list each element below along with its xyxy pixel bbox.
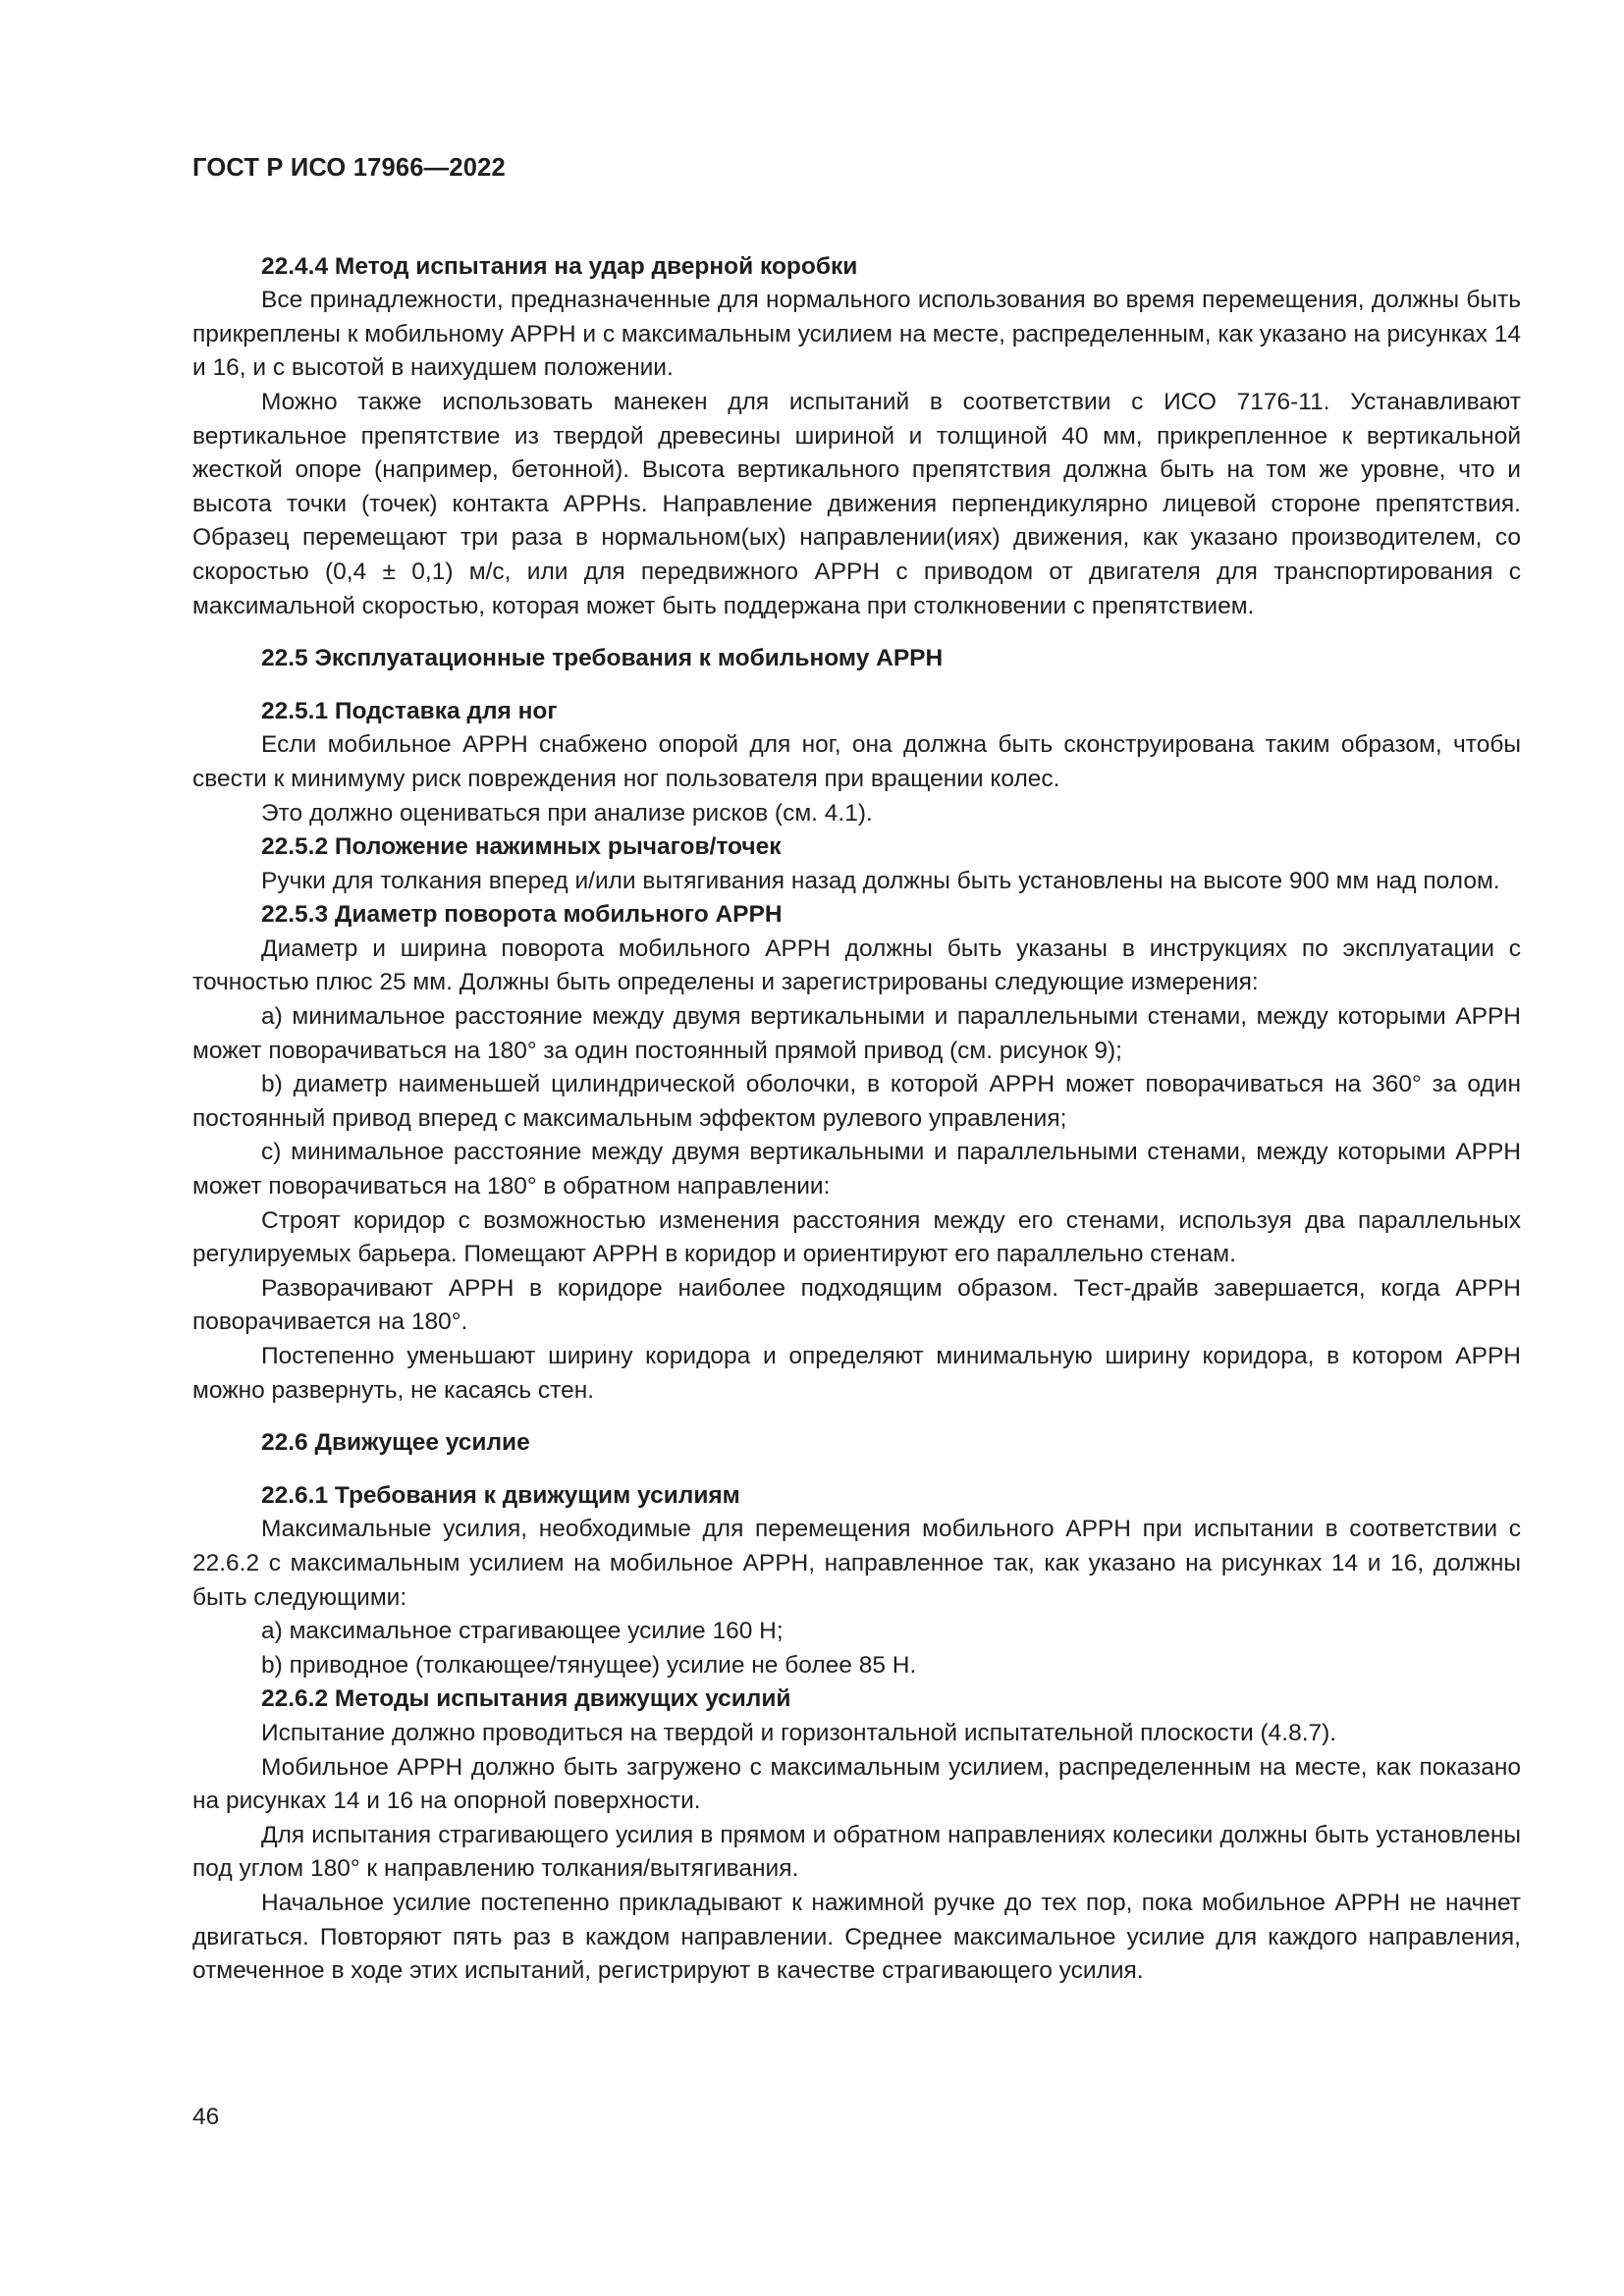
paragraph: Это должно оцениваться при анализе рисков (см. 4.1). <box>261 799 873 827</box>
paragraph: Ручки для толкания вперед и/или вытягивания назад должны быть установлены на высоте 900 мм над полом. <box>261 867 1500 894</box>
list-item: c) минимальное расстояние между двумя вертикальными и параллельными стенами, между которыми АРРН может поворачиваться на 180° в обратном направлении: <box>192 1139 1521 1201</box>
heading-22-5-2: 22.5.2 Положение нажимных рычагов/точек <box>261 833 782 861</box>
heading-22-6-1: 22.6.1 Требования к движущим усилиям <box>261 1481 740 1509</box>
list-item: b) диаметр наименьшей цилиндрической оболочки, в которой АРРН может поворачиваться на 360° за один постоянный привод вперед с максимальным эффектом рулевого управления; <box>192 1071 1521 1132</box>
heading-22-4-4: 22.4.4 Метод испытания на удар дверной коробки <box>261 252 858 280</box>
list-item: b) приводное (толкающее/тянущее) усилие не более 85 Н. <box>261 1651 917 1679</box>
list-item: a) минимальное расстояние между двумя вертикальными и параллельными стенами, между которыми АРРН может поворачиваться на 180° за один постоянный прямой привод (см. рисунок 9); <box>192 1003 1521 1064</box>
page-number: 46 <box>192 2104 220 2130</box>
heading-22-5-3: 22.5.3 Диаметр поворота мобильного АРРН <box>261 901 783 929</box>
paragraph: Испытание должно проводиться на твердой и горизонтальной испытательной плоскости (4.8.7). <box>261 1719 1337 1746</box>
document-header: ГОСТ Р ИСО 17966—2022 <box>192 154 506 182</box>
paragraph: Диаметр и ширина поворота мобильного АРРН должны быть указаны в инструкциях по эксплуатации с точностью плюс 25 мм. Должны быть определены и зарегистрированы следующие измерения: <box>192 934 1521 996</box>
paragraph: Строят коридор с возможностью изменения расстояния между его стенами, используя два параллельных регулируемых барьера. Помещают АРРН в коридор и ориентируют его параллельно стенам. <box>192 1206 1521 1268</box>
paragraph: Все принадлежности, предназначенные для нормального использования во время перемещения, должны быть прикреплены к мобильному АРРН и с максимальным усилием на месте, распределенным, как указано на рисунках 14 и 16, и с высотой в наихудшем положении. <box>192 287 1521 382</box>
paragraph: Можно также использовать манекен для испытаний в соответствии с ИСО 7176-11. Устанавливают вертикальное препятствие из твердой древесины шириной и толщиной 40 мм, прикрепленное к вертикальной жесткой опоре (например, бетонной). Высота вертикального препятствия должна быть на том же уровне, что и высота точки (точек) контакта АРРНs. Направление движения перпендикулярно лицевой стороне препятствия. Образец перемещают три раза в нормальном(ых) направлении(иях) движения, как указано производителем, со скоростью (0,4 ± 0,1) м/с, или для передвижного АРРН с приводом от двигателя для транспортирования с максимальной скоростью, которая может быть поддержана при столкновении с препятствием. <box>192 388 1521 619</box>
paragraph: Для испытания страгивающего усилия в прямом и обратном направлениях колесики должны быть установлены под углом 180° к направлению толкания/вытягивания. <box>192 1821 1521 1883</box>
heading-22-6-2: 22.6.2 Методы испытания движущих усилий <box>261 1685 791 1713</box>
paragraph: Начальное усилие постепенно прикладывают к нажимной ручке до тех пор, пока мобильное АРРН не начнет двигаться. Повторяют пять раз в каждом направлении. Среднее максимальное усилие для каждого направления, отмеченное в ходе этих испытаний, регистрируют в качестве страгивающего усилия. <box>192 1889 1521 1985</box>
heading-22-5-1: 22.5.1 Подставка для ног <box>261 697 558 724</box>
list-item: a) максимальное страгивающее усилие 160 Н; <box>261 1618 784 1645</box>
document-body <box>192 250 1521 1989</box>
paragraph: Разворачивают АРРН в коридоре наиболее подходящим образом. Тест-драйв завершается, когда АРРН поворачивается на 180°. <box>192 1274 1521 1336</box>
paragraph: Постепенно уменьшают ширину коридора и определяют минимальную ширину коридора, в котором АРРН можно развернуть, не касаясь стен. <box>192 1343 1521 1404</box>
paragraph: Если мобильное АРРН снабжено опорой для ног, она должна быть сконструирована таким образом, чтобы свести к минимуму риск повреждения ног пользователя при вращении колес. <box>192 731 1521 792</box>
heading-22-5: 22.5 Эксплуатационные требования к мобильному АРРН <box>261 645 944 672</box>
paragraph: Максимальные усилия, необходимые для перемещения мобильного АРРН при испытании в соответствии с 22.6.2 с максимальным усилием на мобильное АРРН, направленное так, как указано на рисунках 14 и 16, должны быть следующими: <box>192 1516 1521 1611</box>
heading-22-6: 22.6 Движущее усилие <box>261 1429 530 1457</box>
paragraph: Мобильное АРРН должно быть загружено с максимальным усилием, распределенным на месте, как показано на рисунках 14 и 16 на опорной поверхности. <box>192 1753 1521 1815</box>
